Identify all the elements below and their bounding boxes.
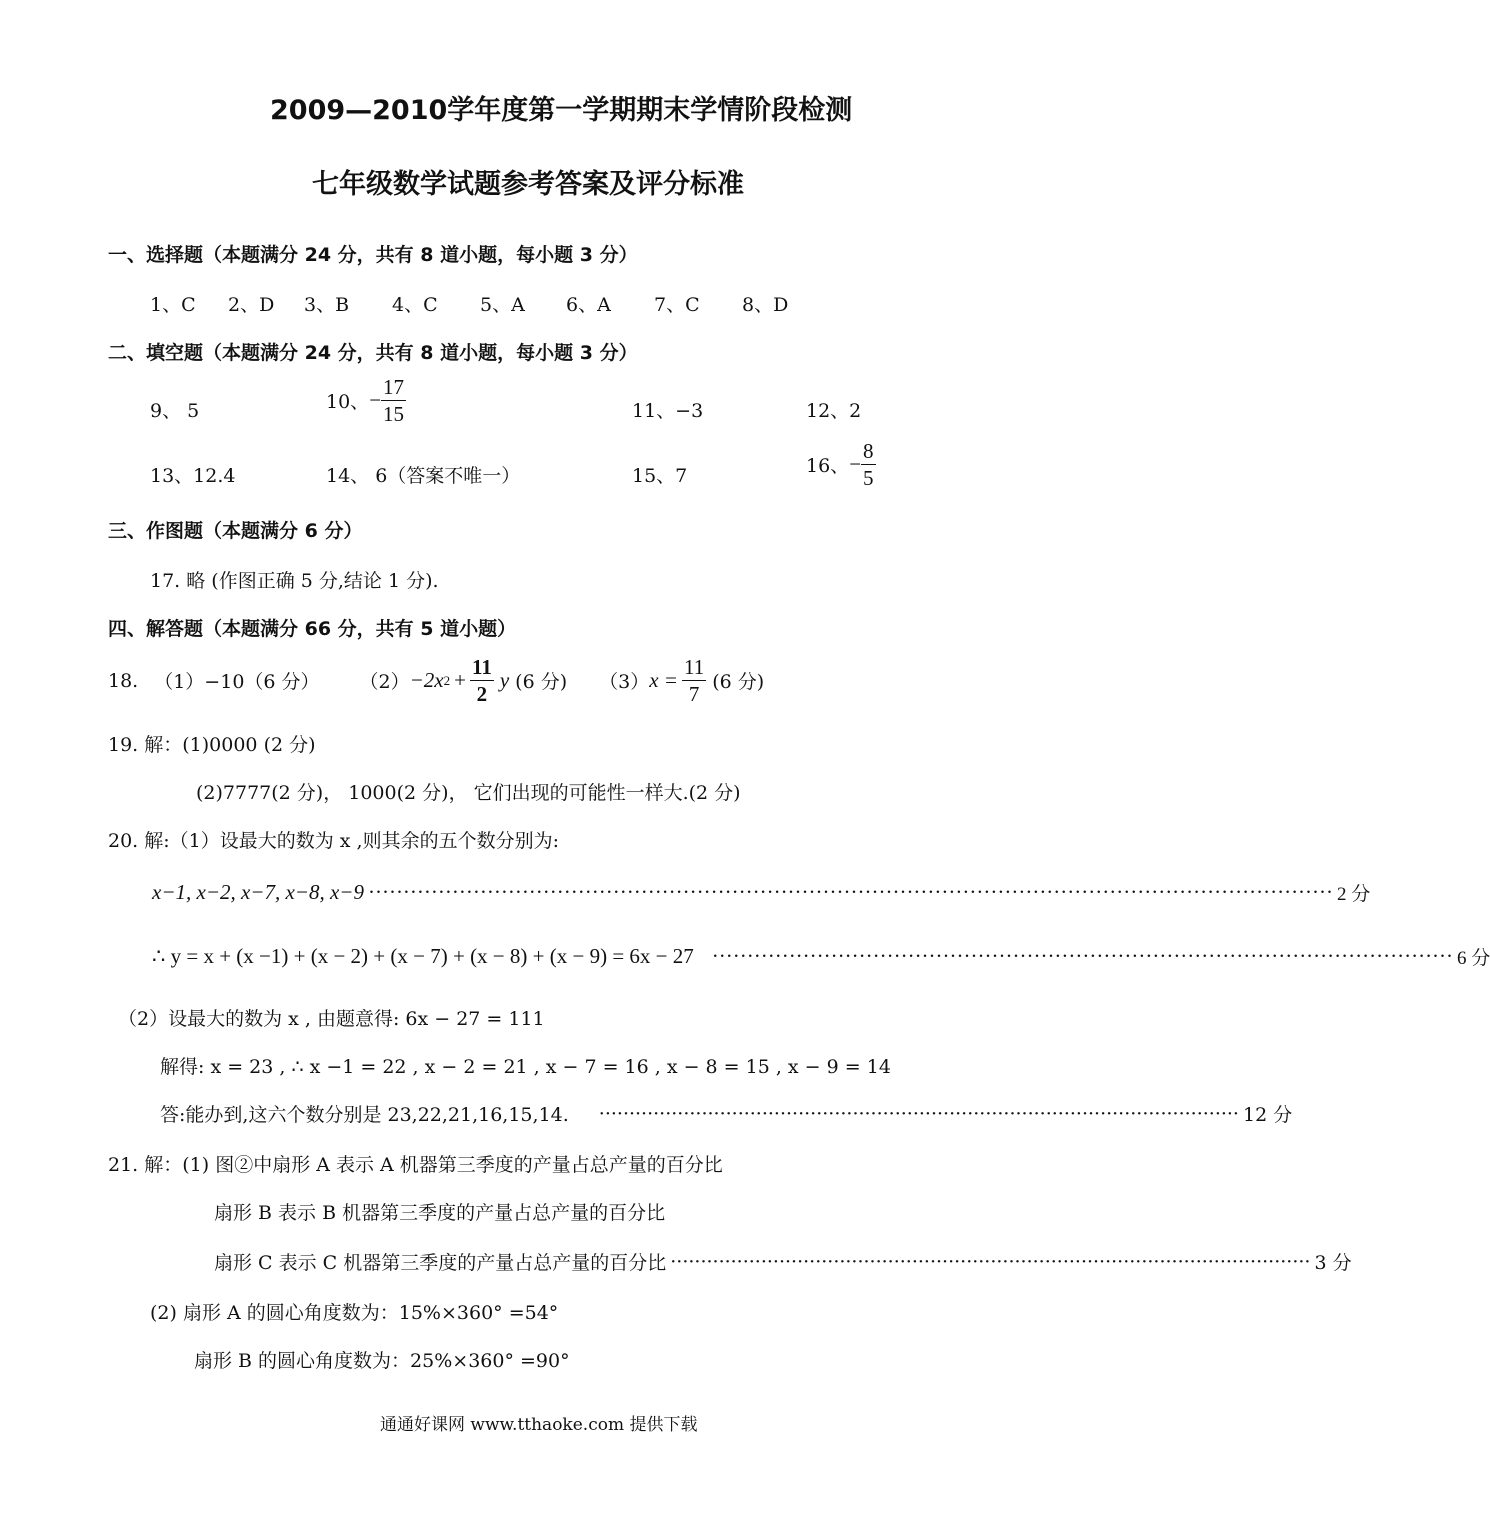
fill-answer-15: 15、7 — [632, 465, 688, 487]
score: 3 分 — [1314, 1252, 1352, 1274]
choice-answer: 1、C — [150, 294, 196, 316]
numerator: 17 — [381, 376, 406, 401]
fill-answer-12: 12、2 — [806, 400, 862, 422]
answer-17: 17. 略 (作图正确 5 分,结论 1 分). — [150, 570, 439, 592]
score: 6 分 — [1457, 948, 1490, 969]
answer-20-line-6 — [160, 1100, 1293, 1127]
expression-term: −2x — [409, 668, 444, 693]
answer-20-line-4: （2）设最大的数为 x , 由题意得: 6x − 27 = 111 — [118, 1008, 545, 1030]
choice-answer: 5、A — [480, 294, 525, 316]
answer-label: 10、 — [326, 391, 370, 414]
leader-dots: ·········································································································· — [711, 944, 1454, 968]
minus-sign: − — [849, 452, 862, 477]
answer-label: 18. — [108, 669, 139, 692]
expression: x−1, x−2, x−7, x−8, x−9 — [152, 880, 364, 904]
page-footer: 通通好课网 www.tthaoke.com 提供下载 — [380, 1415, 698, 1435]
answer-20-line-3 — [152, 943, 1490, 970]
choice-answer: 4、C — [392, 294, 438, 316]
answer-label: 16、 — [806, 455, 850, 478]
equation: x = — [649, 668, 678, 693]
conclusion: 答:能办到,这六个数分别是 23,22,21,16,15,14. — [160, 1104, 569, 1126]
variable: y — [499, 668, 510, 693]
leader-dots: ·········································································································· — [598, 1102, 1239, 1125]
sector-c-description: 扇形 C 表示 C 机器第三季度的产量占总产量的百分比 — [214, 1252, 667, 1274]
exponent: 2 — [443, 672, 451, 688]
section-1-heading: 一、选择题（本题满分 24 分，共有 8 道小题，每小题 3 分） — [108, 244, 638, 266]
numerator: 11 — [682, 656, 706, 681]
denominator: 15 — [383, 402, 405, 427]
denominator: 5 — [863, 466, 874, 491]
answer-20-line-5: 解得: x = 23 , ∴ x −1 = 22 , x − 2 = 21 , x − 7 = 16 , x − 8 = 15 , x − 9 = 14 — [160, 1056, 891, 1078]
choice-answer: 8、D — [742, 294, 789, 316]
answer-18 — [108, 656, 764, 705]
expression: ∴ y = x + (x −1) + (x − 2) + (x − 7) + (x − 8) + (x − 9) = 6x − 27 — [152, 944, 694, 968]
answer-21-line-1: 21. 解：(1) 图②中扇形 A 表示 A 机器第三季度的产量占总产量的百分比 — [108, 1154, 723, 1176]
fill-answer-16 — [806, 440, 876, 489]
score: (6 分) — [515, 671, 568, 694]
choice-answer: 7、C — [654, 294, 700, 316]
fill-answer-10 — [326, 376, 406, 425]
answer-20-line-2 — [152, 879, 1371, 906]
answer-21-line-3 — [214, 1248, 1352, 1275]
answer-21-line-5: 扇形 B 的圆心角度数为：25%×360° =90° — [194, 1350, 570, 1372]
fill-answer-11: 11、−3 — [632, 400, 704, 422]
section-3-heading: 三、作图题（本题满分 6 分） — [108, 520, 363, 542]
plus-sign: + — [454, 668, 466, 693]
answer-21-line-4: (2) 扇形 A 的圆心角度数为：15%×360° =54° — [150, 1302, 559, 1324]
answer-18-part-3-label: （3） — [599, 671, 650, 694]
fraction — [381, 376, 406, 425]
numerator: 8 — [861, 440, 876, 465]
minus-sign: − — [369, 388, 382, 413]
fraction — [470, 656, 494, 705]
fill-answer-13: 13、12.4 — [150, 465, 236, 487]
numerator: 11 — [470, 656, 494, 681]
fraction — [682, 656, 706, 705]
score: (6 分) — [712, 671, 765, 694]
title-line-2: 七年级数学试题参考答案及评分标准 — [312, 169, 744, 200]
answer-18-part-1: （1）−10（6 分） — [154, 671, 320, 694]
denominator: 7 — [688, 682, 700, 707]
choice-answer: 3、B — [304, 294, 350, 316]
choice-answer: 2、D — [228, 294, 275, 316]
fraction — [861, 440, 876, 489]
section-2-heading: 二、填空题（本题满分 24 分，共有 8 道小题，每小题 3 分） — [108, 342, 638, 364]
answer-19-line-1: 19. 解：(1)0000 (2 分) — [108, 734, 316, 756]
answer-19-line-2: (2)7777(2 分)， 1000(2 分)， 它们出现的可能性一样大.(2 分) — [196, 782, 741, 804]
denominator: 2 — [476, 682, 488, 707]
answer-18-part-2-label: （2） — [359, 671, 410, 694]
answer-20-line-1: 20. 解:（1）设最大的数为 x ,则其余的五个数分别为: — [108, 830, 559, 852]
score: 2 分 — [1337, 884, 1371, 905]
answer-21-line-2: 扇形 B 表示 B 机器第三季度的产量占总产量的百分比 — [214, 1202, 666, 1224]
leader-dots: ·········································································································································· — [367, 880, 1334, 904]
leader-dots: ·········································································································· — [670, 1250, 1311, 1273]
title-line-1: 2009—2010学年度第一学期期末学情阶段检测 — [270, 95, 853, 126]
choice-answer: 6、A — [566, 294, 611, 316]
fill-answer-14: 14、 6（答案不唯一） — [326, 465, 521, 487]
score: 12 分 — [1242, 1104, 1293, 1126]
fill-answer-9: 9、 5 — [150, 400, 200, 422]
section-4-heading: 四、解答题（本题满分 66 分，共有 5 道小题） — [108, 618, 517, 640]
